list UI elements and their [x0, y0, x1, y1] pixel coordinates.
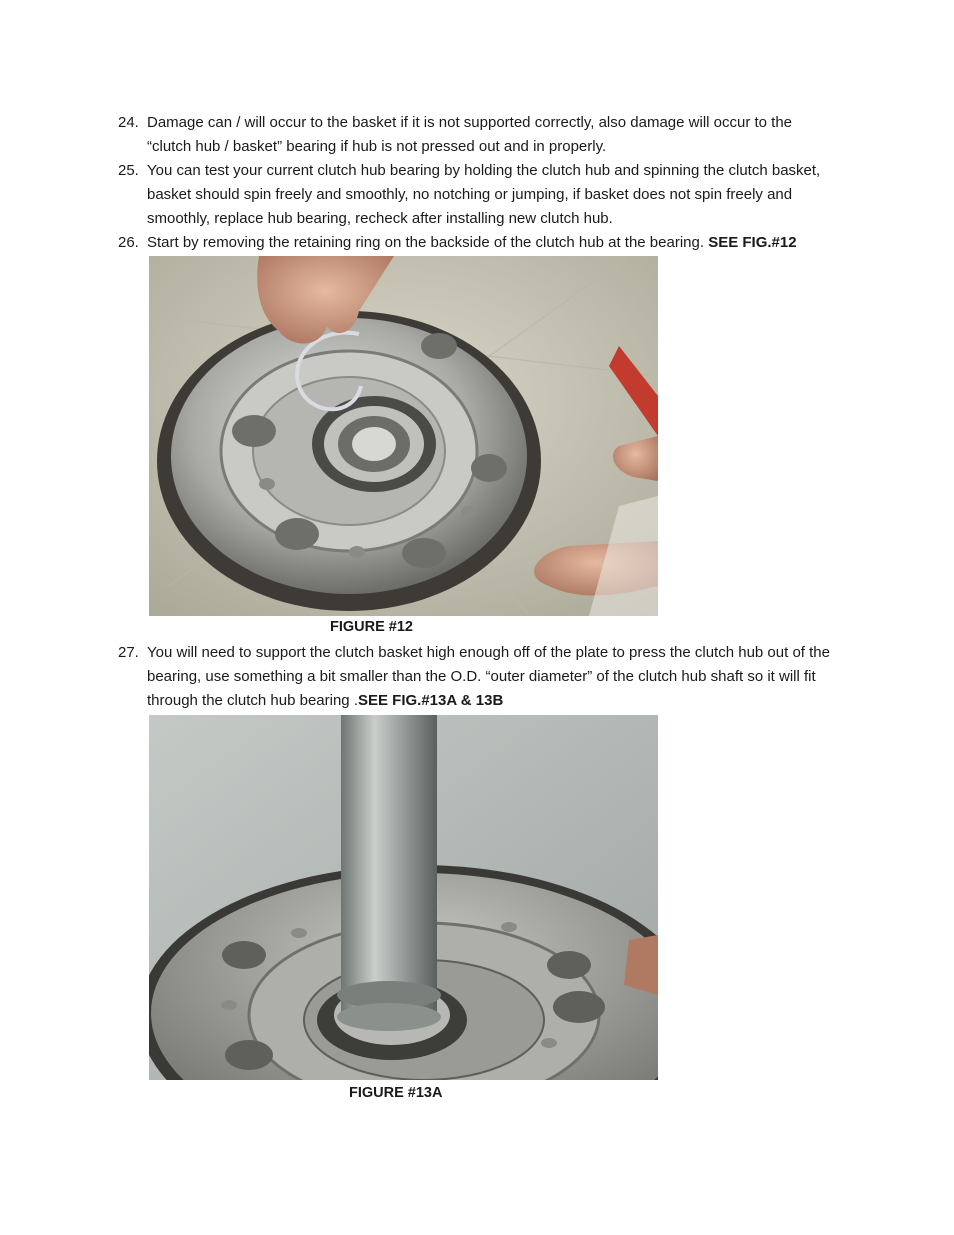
figure-12-photo: [149, 256, 658, 616]
step-text: You will need to support the clutch basket high enough off of the plate to press the clutch hub out of the bearing, use something a bit smaller than the O.D. “outer diameter” of the clutch hub shaft so it will fit through the clutch hub bearing .SEE FIG.#13A & 13B: [147, 644, 830, 709]
step-24: [118, 111, 838, 159]
step-27: [118, 641, 838, 713]
figure-13a-photo: [149, 715, 658, 1080]
step-number: 26.: [118, 234, 139, 251]
step-text: Start by removing the retaining ring on the backside of the clutch hub at the bearing. SEE FIG.#12: [147, 234, 797, 251]
step-number: 25.: [118, 162, 139, 179]
step-text: You can test your current clutch hub bearing by holding the clutch hub and spinning the clutch basket, basket should spin freely and smoothly, no notching or jumping, if basket does not spin freely and smoothly, replace hub bearing, recheck after installing new clutch hub.: [147, 162, 821, 227]
figure-12-caption: FIGURE #12: [330, 619, 413, 635]
figure-reference: SEE FIG.#13A & 13B: [357, 692, 504, 709]
figure-reference: SEE FIG.#12: [708, 234, 797, 251]
figure-13a-caption: FIGURE #13A: [349, 1085, 443, 1101]
step-number: 24.: [118, 114, 139, 131]
step-number: 27.: [118, 644, 139, 661]
step-text: Damage can / will occur to the basket if it is not supported correctly, also damage will occur to the “clutch hub / basket” bearing if hub is not pressed out and in properly.: [147, 114, 793, 155]
step-26: [118, 231, 838, 255]
step-25: [118, 159, 838, 231]
